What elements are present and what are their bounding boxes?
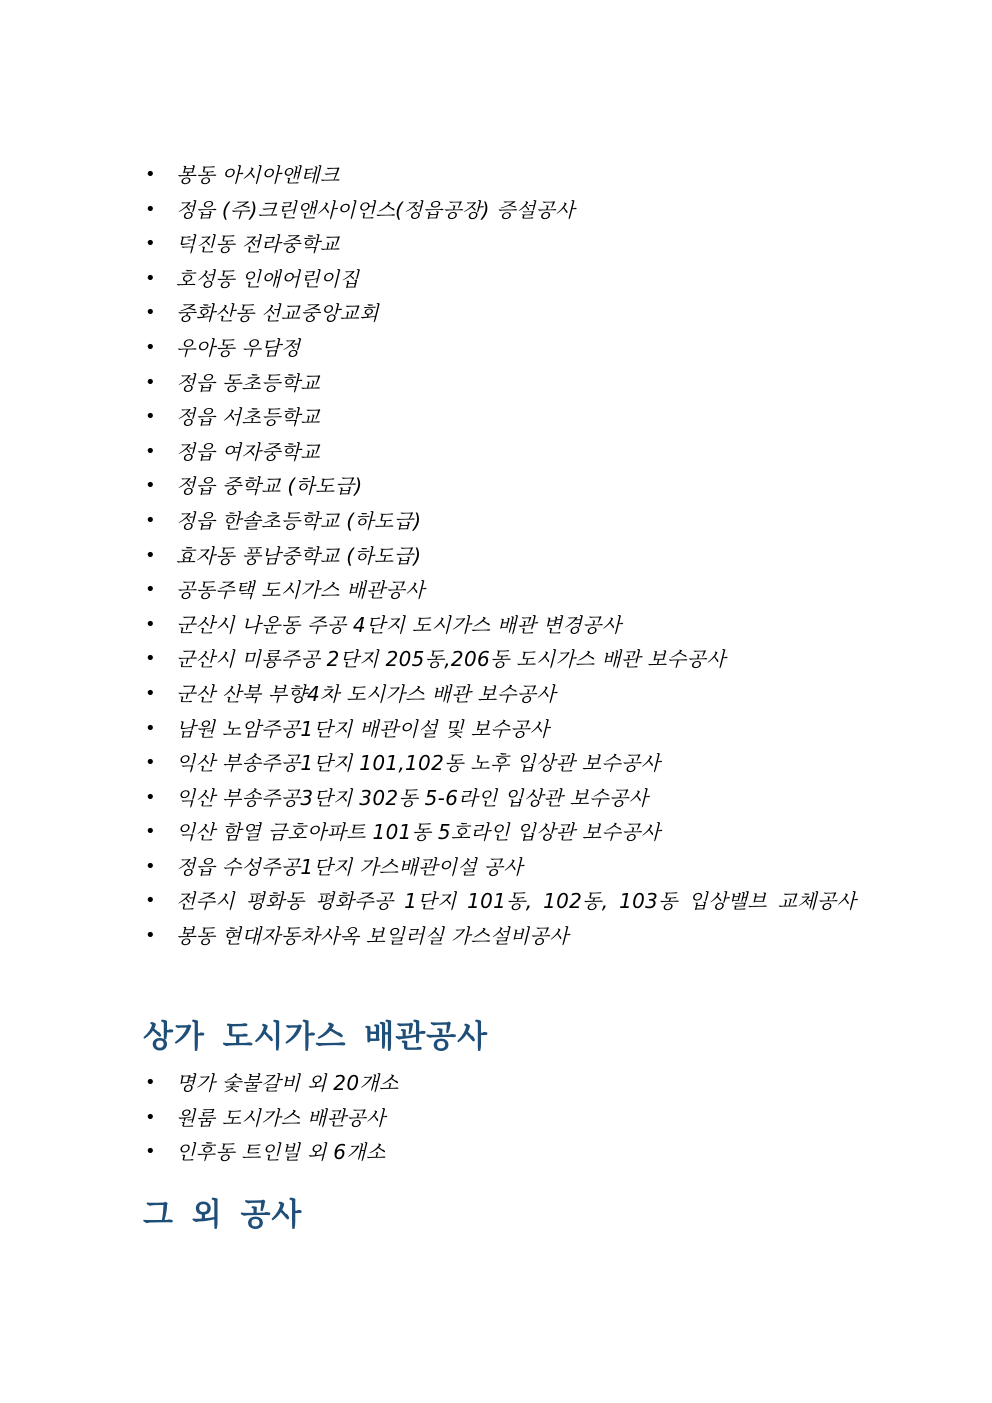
list-item	[145, 227, 857, 262]
list-item-text: 정읍 한솔초등학교 (하도급)	[176, 508, 422, 533]
section-heading-other: 그 외 공사	[143, 1197, 303, 1233]
list-item-text: 인후동 트인빌 외 6개소	[176, 1140, 386, 1165]
list-item	[145, 504, 857, 539]
bullet-icon: •	[145, 267, 156, 289]
bullet-icon: •	[145, 475, 156, 497]
bullet-icon: •	[145, 821, 156, 843]
list-item	[145, 193, 857, 228]
list-item-text: 정읍 서초등학교	[176, 405, 320, 430]
list-item	[145, 400, 857, 435]
list-item	[145, 608, 857, 643]
commercial-list	[145, 1066, 857, 1170]
list-item	[145, 262, 857, 297]
list-item-text: 익산 부송주공1단지 101,102동 노후 입상관 보수공사	[176, 751, 661, 776]
list-item-text: 남원 노암주공1단지 배관이설 및 보수공사	[176, 716, 550, 741]
list-item-text: 군산시 나운동 주공 4단지 도시가스 배관 변경공사	[176, 612, 622, 637]
list-item	[145, 781, 857, 816]
bullet-icon: •	[145, 544, 156, 566]
bullet-icon: •	[145, 233, 156, 255]
bullet-icon: •	[145, 855, 156, 877]
bullet-icon: •	[145, 164, 156, 185]
list-item	[145, 919, 857, 954]
list-item	[145, 539, 857, 574]
bullet-icon: •	[145, 786, 156, 808]
list-item	[145, 469, 857, 504]
list-item	[145, 366, 857, 401]
bullet-icon: •	[145, 1106, 156, 1128]
bullet-icon: •	[145, 682, 156, 704]
list-item-text: 봉동 현대자동차사옥 보일러실 가스설비공사	[176, 924, 569, 949]
list-item-text: 중화산동 선교중앙교회	[176, 301, 379, 326]
bullet-icon: •	[145, 648, 156, 670]
list-item-text: 전주시 평화동 평화주공 1단지 101동, 102동, 103동 입상밸브 교체공사	[176, 889, 857, 914]
list-item-text: 정읍 여자중학교	[176, 439, 320, 464]
bullet-icon: •	[145, 1141, 156, 1163]
list-item	[145, 677, 857, 712]
list-item	[145, 712, 857, 747]
bullet-icon: •	[145, 371, 156, 393]
bullet-icon: •	[145, 198, 156, 220]
list-item-text: 공동주택 도시가스 배관공사	[176, 578, 425, 603]
list-item	[145, 573, 857, 608]
list-item-text: 호성동 인애어린이집	[176, 266, 360, 291]
list-item	[145, 850, 857, 885]
list-item	[145, 296, 857, 331]
section-heading-commercial: 상가 도시가스 배관공사	[143, 1019, 489, 1055]
list-item	[145, 1066, 857, 1101]
list-item-text: 효자동 풍남중학교 (하도급)	[176, 543, 422, 568]
list-item-text: 정읍 중학교 (하도급)	[176, 474, 363, 499]
list-item-text: 봉동 아시아앤테크	[176, 163, 340, 187]
list-item-text: 익산 함열 금호아파트 101동 5호라인 입상관 보수공사	[176, 820, 661, 845]
list-item-text: 군산 산북 부향4차 도시가스 배관 보수공사	[176, 681, 556, 706]
bullet-icon: •	[145, 579, 156, 601]
bullet-icon: •	[145, 302, 156, 324]
list-item-text: 정읍 수성주공1단지 가스배관이설 공사	[176, 854, 523, 879]
list-item	[145, 1135, 857, 1170]
bullet-icon: •	[145, 717, 156, 739]
list-item-text: 정읍 (주)크린앤사이언스(정읍공장) 증설공사	[176, 197, 575, 222]
list-item-text: 익산 부송주공3단지 302동 5-6라인 입상관 보수공사	[176, 785, 649, 810]
list-item	[145, 815, 857, 850]
bullet-icon: •	[145, 336, 156, 358]
project-list	[145, 158, 857, 954]
bullet-icon: •	[145, 613, 156, 635]
bullet-icon: •	[145, 925, 156, 947]
list-item	[145, 884, 857, 919]
bullet-icon: •	[145, 440, 156, 462]
list-item-text: 우아동 우담정	[176, 335, 301, 360]
bullet-icon: •	[145, 1072, 156, 1093]
list-item	[145, 642, 857, 677]
list-item-text: 명가 숯불갈비 외 20개소	[176, 1071, 399, 1095]
list-item	[145, 746, 857, 781]
list-item	[145, 331, 857, 366]
list-item-text: 덕진동 전라중학교	[176, 232, 340, 257]
bullet-icon: •	[145, 890, 156, 912]
bullet-icon: •	[145, 509, 156, 531]
bullet-icon: •	[145, 406, 156, 428]
list-item-text: 정읍 동초등학교	[176, 370, 320, 395]
list-item	[145, 435, 857, 470]
list-item-text: 군산시 미룡주공 2단지 205동,206동 도시가스 배관 보수공사	[176, 647, 726, 672]
list-item	[145, 1101, 857, 1136]
bullet-icon: •	[145, 752, 156, 774]
list-item-text: 원룸 도시가스 배관공사	[176, 1105, 386, 1130]
list-item	[145, 158, 857, 193]
